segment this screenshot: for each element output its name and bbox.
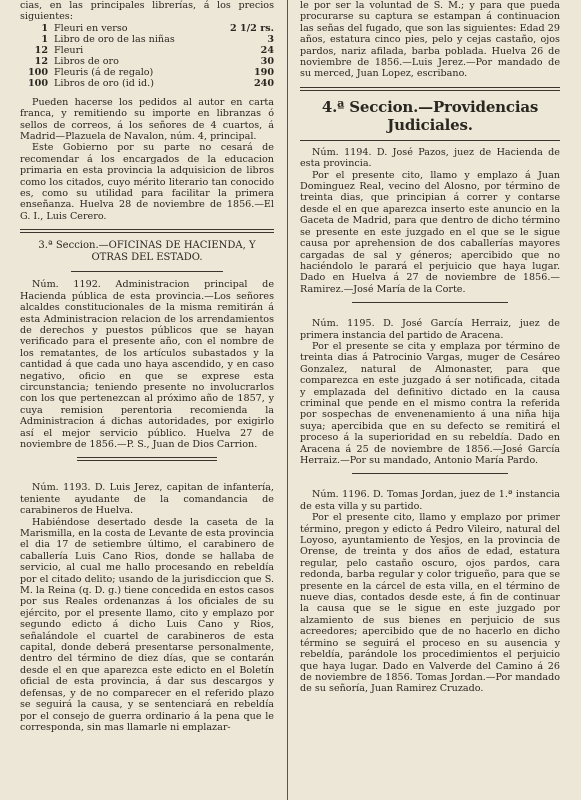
section-rule xyxy=(352,302,508,303)
column-divider xyxy=(287,0,288,800)
section-3-title: 3.ª Seccion.—OFICINAS DE HACIENDA, Y OTRAS DEL ESTADO. xyxy=(38,240,256,264)
section-rule xyxy=(300,140,560,141)
orders-paragraph: Pueden hacerse los pedidos al autor en carta franca, y remitiendo su importe en libranzas ó sellos de correos, á los señores de 4 cuartos, á Madrid—Plazuela de Navalon, núm. 4, principal. xyxy=(20,96,274,143)
price-row: 1 Libro de oro de las niñas 3 xyxy=(41,33,274,45)
gobierno-paragraph: Este Gobierno por su parte no cesará de recomendar á los encargados de la educacion primaria en esta provincia la adquisicion de libros como los citados, cuyo mérito literario tan conocido es, como su utilidad para facilitar la primera enseñanza. Huelva 28 de noviembre de 1856.—El G. I., Luis Cerero. xyxy=(20,142,274,222)
left-column xyxy=(20,0,274,733)
section-rule xyxy=(352,473,508,474)
price-row: 12 Fleuri 24 xyxy=(34,44,274,56)
price-intro: cias, en las principales librerías, á los precios siguientes: xyxy=(20,0,274,23)
price-row: 12 Libros de oro 30 xyxy=(34,55,274,67)
notice-1196-header: Núm. 1196. D. Tomas Jordan, juez de 1.ª instancia de esta villa y su partido. xyxy=(300,489,560,512)
section-rule xyxy=(71,271,223,272)
notice-1193-header: Núm. 1193. D. Luis Jerez, capitan de infantería, teniente ayudante de la comandancia de carabineros de Huelva. xyxy=(20,482,274,517)
notice-1194-body: Por el presente cito, llamo y emplazo á Juan Dominguez Real, vecino del Alosno, por término de treinta dias, que principian á correr y contarse desde el en que aparezca inserto este anuncio en la Gaceta de Madrid, para que dentro de dicho término se presente en este juzgado en el que se le sigue causa por aprehension de dos caballerías mayores cargadas de sal y géneros; apercibido que no haciéndolo le parará el perjuicio que haya lugar. Dado en Huelva á 27 de noviembre de 1856.—Ramirez.—José María de la Corte. xyxy=(300,169,560,295)
section-rule xyxy=(20,229,274,233)
notice-1195-body: Por el presente se cita y emplaza por término de treinta dias á Patrocinio Vargas, muger de Cesáreo Gonzalez, natural de Almonaster, para que comparezca en este juzgado á ser notificada, citada y emplazada del definitivo dictado en la causa criminal que pende en el mismo contra la referida por sospechas de envenenamiento á una niña hija suya; apercibida que en su defecto se remitirá el proceso á la superioridad en su rebeldía. Dado en Aracena á 25 de noviembre de 1856.—José García Herraiz.—Por su mandado, Antonio María Pardo. xyxy=(300,340,560,466)
right-column xyxy=(300,0,560,695)
notice-1196-body: Por el presente cito, llamo y emplazo por primer término, pregon y edicto á Pedro Vileiro, natural del Loyoso, ayuntamiento de Yesjos, en la provincia de Orense, de treinta y dos años de edad, estatura regular, pelo castaño oscuro, ojos pardos, cara redonda, barba regular y color trigueño, para que se presente en la cárcel de esta villa, en el término de nueve dias, contados desde este, á fin de continuar la causa que se le sigue en este juzgado por alzamiento de sus bienes en perjuicio de sus acreedores; apercibido que de no hacerlo en dicho término se seguirá el proceso en su ausencia y rebeldía, parándole los procedimientos el perjuicio que haya lugar. Dado en Valverde del Camino á 26 de noviembre de 1856. Tomas Jordan.—Por mandado de su señoría, Juan Ramirez Cruzado. xyxy=(300,512,560,695)
section-4-title: 4.ª Seccion.—Providencias Judiciales. xyxy=(321,97,539,134)
notice-1192: Núm. 1192. Administracion principal de Hacienda pública de esta provincia.—Los señores alcaldes constitucionales de la misma remitirán á esta Administracion relacion de los arrendamientos de derechos y puestos públicos que se hayan verificado para el presente año, con el nombre de los rematantes, de los artículos subastados y la cantidad á que cada uno haya ascendido, y en caso negativo, oficio en que se exprese esta circunstancia; teniendo presente no involucrarlos con los que pertenezcan al próximo año de 1857, y cuya remision perentoria recomienda la Administracion á dichas autoridades, por exigirlo así el mejor servicio público. Huelva 27 de noviembre de 1856.—P. S., Juan de Dios Carrion. xyxy=(20,279,274,450)
continued-text: le por ser la voluntad de S. M.; y para que pueda procurarse su captura se estampan á continuacion las señas del fugado, que son las siguientes: Edad 29 años, estatura cinco pies, pelo y cejas castaño, ojos pardos, nariz afilada, barba poblada. Huelva 26 de noviembre de 1856.—Luis Jerez.—Por mandado de su merced, Juan Lopez, escribano. xyxy=(300,0,560,80)
section-rule xyxy=(77,457,217,461)
section-rule xyxy=(300,87,560,91)
notice-1193-body: Habiéndose desertado desde la caseta de la Marismilla, en la costa de Levante de esta provincia el dia 17 de setiembre último, el carabinero de caballería Luis Cano Rios, donde se hallaba de servicio, al cual me hallo procesando en rebeldía por el citado delito; usando de la jurisdiccion que S. M. la Reina (q. D. g.) tiene concedida en estos casos por sus Reales ordenanzas á los oficiales de su ejército, por el presente llamo, cito y emplazo por segundo edicto á dicho Luis Cano y Rios, señalándole el cuartel de carabineros de esta capital, donde deberá presentarse personalmente, dentro del término de diez días, que se contarán desde el en que aparezca este edicto en el Boletín oficial de esta provincia, á dar sus descargos y defensas, y de no comparecer en el referido plazo se seguirá la causa, y se sentenciará en rebeldía por el consejo de guerra ordinario á la pena que le corresponda, sin mas llamarle ni emplazar- xyxy=(20,516,274,733)
notice-1195-header: Núm. 1195. D. José García Herraiz, juez de primera instancia del partido de Aracena. xyxy=(300,318,560,341)
price-row: 100 Libros de oro (id id.) 240 xyxy=(27,77,274,89)
notice-1194-header: Núm. 1194. D. José Pazos, juez de Hacienda de esta provincia. xyxy=(300,146,560,170)
price-table xyxy=(20,23,274,89)
price-row: 100 Fleuris (á de regalo) 190 xyxy=(27,66,274,78)
price-row: 1 Fleuri en verso 2 1/2 rs. xyxy=(41,22,274,34)
